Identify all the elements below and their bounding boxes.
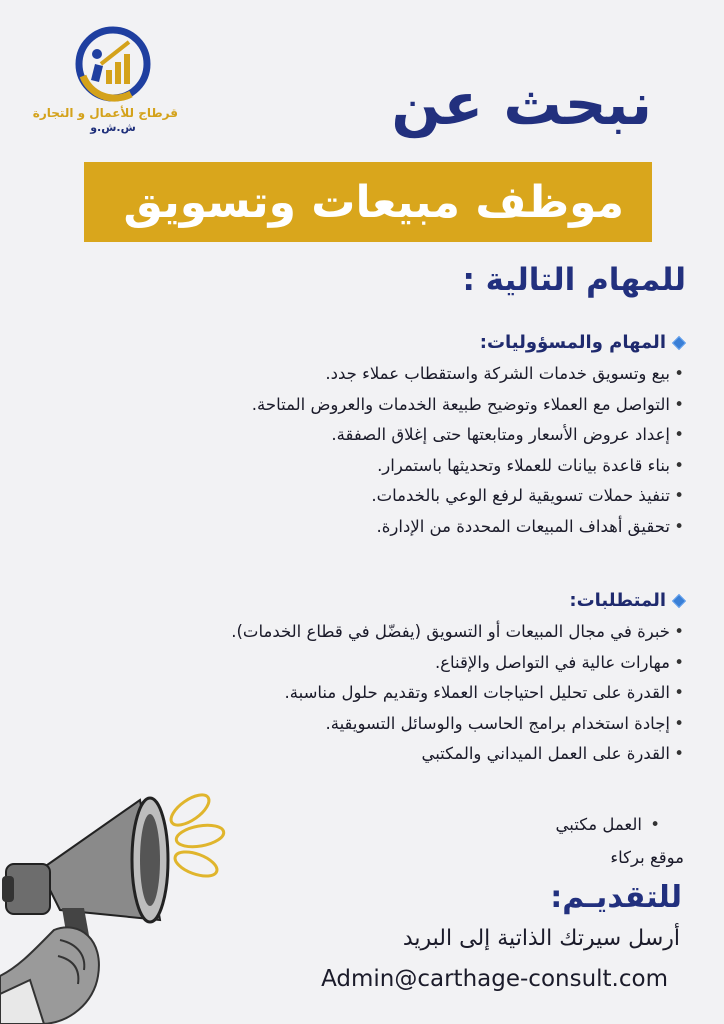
list-item: • القدرة على العمل الميداني والمكتبي (124, 739, 684, 770)
megaphone-illustration-icon (0, 780, 240, 1024)
list-item: • القدرة على تحليل احتياجات العملاء وتقديم حلول مناسبة. (124, 678, 684, 709)
responsibilities-heading-text: المهام والمسؤوليات: (479, 332, 666, 353)
list-item: • إجادة استخدام برامج الحاسب والوسائل التسويقية. (124, 709, 684, 740)
job-title: موظف مبيعات وتسويق (123, 176, 624, 228)
requirements-heading-text: المتطلبات: (569, 590, 666, 611)
list-item: • خبرة في مجال المبيعات أو التسويق (يفضّل في قطاع الخدمات). (124, 617, 684, 648)
list-item: • تنفيذ حملات تسويقية لرفع الوعي بالخدمات. (124, 481, 684, 512)
headline: نبحث عن (391, 70, 652, 138)
list-item: • بناء قاعدة بيانات للعملاء وتحديثها باستمرار. (124, 451, 684, 482)
apply-email[interactable]: Admin@carthage-consult.com (321, 966, 668, 992)
requirements-list (124, 617, 684, 770)
work-type: • العمل مكتبي (555, 815, 660, 834)
diamond-bullet-icon (672, 335, 686, 349)
list-item: • إعداد عروض الأسعار ومتابعتها حتى إغلاق الصفقة. (124, 420, 684, 451)
logo-emblem-icon (73, 24, 153, 104)
company-logo (32, 24, 178, 144)
logo-company-name: قرطاج للأعمال و التجارة (32, 106, 178, 120)
work-location: موقع بركاء (610, 848, 684, 867)
list-item: • مهارات عالية في التواصل والإقناع. (124, 648, 684, 679)
tasks-title: للمهام التالية : (462, 262, 686, 298)
responsibilities-list (124, 359, 684, 542)
job-title-banner (84, 162, 652, 242)
list-item: • تحقيق أهداف المبيعات المحددة من الإدارة. (124, 512, 684, 543)
requirements-heading (124, 590, 684, 611)
list-item: • التواصل مع العملاء وتوضيح طبيعة الخدمات والعروض المتاحة. (124, 390, 684, 421)
diamond-bullet-icon (672, 593, 686, 607)
requirements-section (124, 590, 684, 770)
list-item: • بيع وتسويق خدمات الشركة واستقطاب عملاء جدد. (124, 359, 684, 390)
apply-title: للتقديـم: (550, 880, 682, 915)
responsibilities-heading (124, 332, 684, 353)
responsibilities-section (124, 332, 684, 542)
apply-instructions: أرسل سيرتك الذاتية إلى البريد (402, 926, 680, 951)
logo-company-type: ش.ش.و (90, 121, 136, 134)
